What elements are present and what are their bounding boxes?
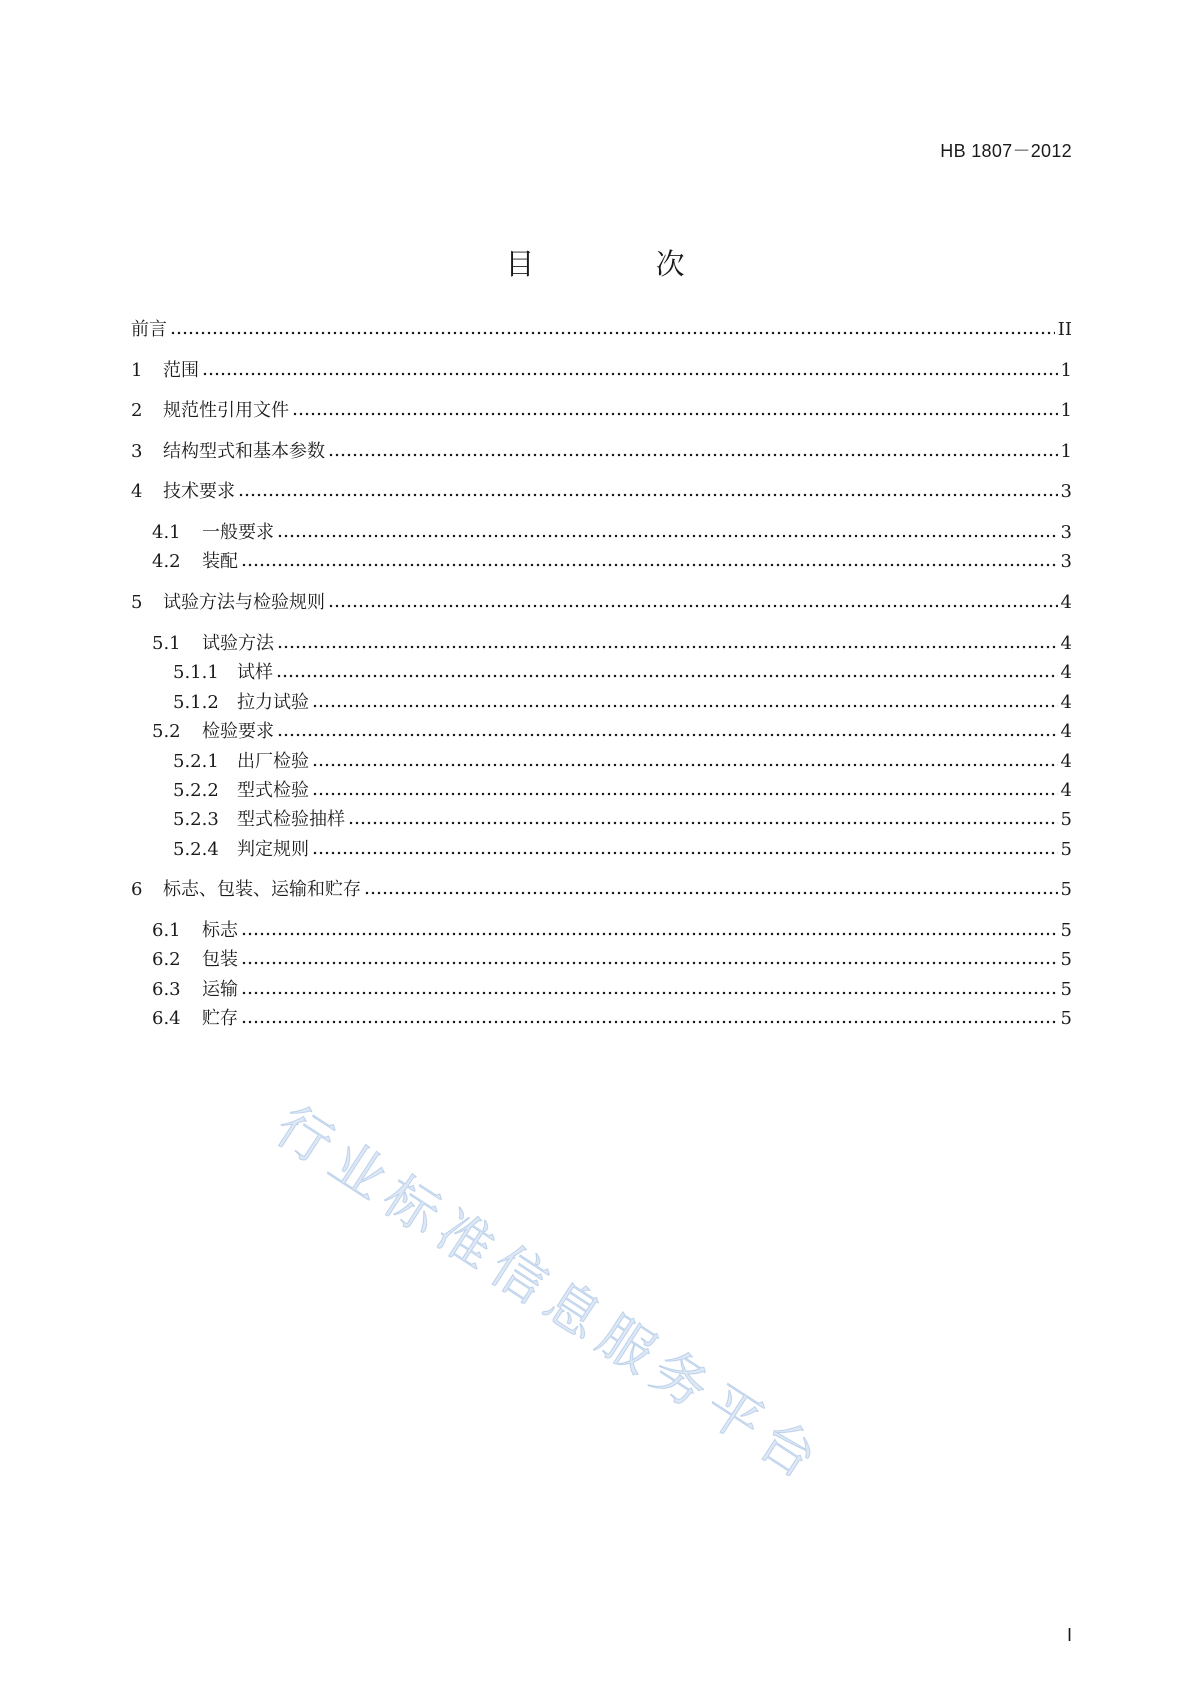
toc-entry[interactable] bbox=[131, 398, 1072, 424]
page-title: 目 次 bbox=[505, 247, 741, 281]
toc-entry-number: 5.1.1 bbox=[173, 662, 219, 683]
toc-entry[interactable] bbox=[173, 660, 1072, 686]
toc-entry-label: 一般要求 bbox=[202, 522, 274, 543]
watermark: 行业标准信息服务平台 bbox=[264, 1094, 836, 1496]
toc-entry[interactable] bbox=[131, 877, 1072, 903]
toc-entry-number: 4.2 bbox=[152, 551, 181, 572]
toc-entry-label: 试验方法与检验规则 bbox=[163, 592, 325, 613]
toc-entry[interactable] bbox=[152, 1006, 1072, 1032]
toc-entry[interactable] bbox=[131, 317, 1072, 343]
toc-entry-page: 4 bbox=[1060, 692, 1072, 713]
toc-leader-dots bbox=[312, 703, 1058, 709]
toc-entry-number: 6.4 bbox=[152, 1008, 181, 1029]
toc-entry[interactable] bbox=[173, 690, 1072, 716]
toc-entry[interactable] bbox=[152, 977, 1072, 1003]
toc-entry-page: 5 bbox=[1060, 809, 1072, 830]
toc-entry-label: 判定规则 bbox=[237, 839, 309, 860]
toc-leader-dots bbox=[277, 533, 1058, 539]
toc-entry-label: 型式检验抽样 bbox=[237, 809, 345, 830]
toc-entry-page: 1 bbox=[1060, 441, 1072, 462]
toc-leader-dots bbox=[312, 791, 1058, 797]
toc-entry-number: 5.1 bbox=[152, 633, 181, 654]
toc-leader-dots bbox=[241, 931, 1058, 937]
toc-leader-dots bbox=[292, 411, 1058, 417]
toc-entry[interactable] bbox=[152, 631, 1072, 657]
toc-entry-page: 4 bbox=[1060, 662, 1072, 683]
toc-entry-label: 运输 bbox=[202, 979, 238, 1000]
toc-leader-dots bbox=[277, 732, 1058, 738]
toc-entry-page: 5 bbox=[1060, 839, 1072, 860]
toc-leader-dots bbox=[328, 603, 1058, 609]
toc-entry-label: 标志、包装、运输和贮存 bbox=[163, 879, 361, 900]
toc-entry-label: 包装 bbox=[202, 949, 238, 970]
toc-entry-page: 1 bbox=[1060, 400, 1072, 421]
toc-entry[interactable] bbox=[173, 807, 1072, 833]
toc-entry-label: 结构型式和基本参数 bbox=[163, 441, 325, 462]
toc-entry-page: 4 bbox=[1060, 780, 1072, 801]
toc-entry[interactable] bbox=[131, 358, 1072, 384]
toc-leader-dots bbox=[364, 890, 1058, 896]
toc-entry-label: 试验方法 bbox=[202, 633, 274, 654]
toc-leader-dots bbox=[312, 762, 1058, 768]
page-number: I bbox=[1066, 1625, 1072, 1645]
toc-entry[interactable] bbox=[131, 439, 1072, 465]
toc-entry-page: 1 bbox=[1060, 360, 1072, 381]
toc-entry-page: II bbox=[1057, 319, 1072, 340]
toc-entry-label: 装配 bbox=[202, 551, 238, 572]
toc-entry-page: 5 bbox=[1060, 979, 1072, 1000]
toc-entry-number: 6.3 bbox=[152, 979, 181, 1000]
toc-entry-page: 5 bbox=[1060, 949, 1072, 970]
toc-entry-number: 6 bbox=[131, 879, 143, 900]
toc-leader-dots bbox=[328, 452, 1058, 458]
toc-entry-label: 型式检验 bbox=[237, 780, 309, 801]
toc-leader-dots bbox=[241, 562, 1058, 568]
toc-entry-label: 试样 bbox=[237, 662, 273, 683]
toc-leader-dots bbox=[276, 673, 1058, 679]
toc-entry-label: 拉力试验 bbox=[237, 692, 309, 713]
toc-entry-number: 1 bbox=[131, 360, 143, 381]
toc-entry-number: 5.2.3 bbox=[173, 809, 219, 830]
toc-entry[interactable] bbox=[152, 947, 1072, 973]
toc-entry[interactable] bbox=[131, 590, 1072, 616]
toc-entry-number: 5.2.4 bbox=[173, 839, 219, 860]
toc-entry-page: 4 bbox=[1060, 751, 1072, 772]
toc-entry-label: 规范性引用文件 bbox=[163, 400, 289, 421]
toc-entry-number: 5.2 bbox=[152, 721, 181, 742]
toc-entry-number: 6.1 bbox=[152, 920, 181, 941]
toc-entry-page: 3 bbox=[1060, 522, 1072, 543]
toc-entry-label: 出厂检验 bbox=[237, 751, 309, 772]
toc-leader-dots bbox=[238, 492, 1058, 498]
toc-leader-dots bbox=[170, 330, 1055, 336]
toc-entry-label: 前言 bbox=[131, 319, 167, 340]
toc-leader-dots bbox=[348, 820, 1058, 826]
toc-entry-number: 2 bbox=[131, 400, 143, 421]
toc-entry[interactable] bbox=[152, 719, 1072, 745]
toc-entry-page: 5 bbox=[1060, 1008, 1072, 1029]
toc-entry-number: 4 bbox=[131, 481, 143, 502]
toc-entry-number: 4.1 bbox=[152, 522, 181, 543]
toc-entry-page: 3 bbox=[1060, 481, 1072, 502]
toc-entry[interactable] bbox=[173, 778, 1072, 804]
toc-entry-page: 4 bbox=[1060, 592, 1072, 613]
toc-entry-number: 3 bbox=[131, 441, 143, 462]
toc-entry[interactable] bbox=[152, 549, 1072, 575]
toc-entry-label: 检验要求 bbox=[202, 721, 274, 742]
toc-entry-number: 5.2.1 bbox=[173, 751, 219, 772]
toc-entry-page: 4 bbox=[1060, 721, 1072, 742]
toc-entry[interactable] bbox=[173, 749, 1072, 775]
toc-entry-page: 3 bbox=[1060, 551, 1072, 572]
toc-entry[interactable] bbox=[173, 837, 1072, 863]
toc-leader-dots bbox=[202, 371, 1058, 377]
toc-leader-dots bbox=[312, 850, 1058, 856]
toc-leader-dots bbox=[241, 1019, 1058, 1025]
toc-entry-label: 贮存 bbox=[202, 1008, 238, 1029]
toc-entry-number: 6.2 bbox=[152, 949, 181, 970]
toc-leader-dots bbox=[241, 960, 1058, 966]
toc-entry-label: 范围 bbox=[163, 360, 199, 381]
toc-leader-dots bbox=[241, 990, 1058, 996]
toc-entry-number: 5.1.2 bbox=[173, 692, 219, 713]
toc-entry-page: 5 bbox=[1060, 879, 1072, 900]
toc-entry-label: 技术要求 bbox=[163, 481, 235, 502]
toc-entry-page: 4 bbox=[1060, 633, 1072, 654]
document-code: HB 1807－2012 bbox=[940, 141, 1072, 161]
toc-entry[interactable] bbox=[152, 918, 1072, 944]
toc-entry[interactable] bbox=[152, 520, 1072, 546]
toc-entry-label: 标志 bbox=[202, 920, 238, 941]
toc-entry[interactable] bbox=[131, 479, 1072, 505]
toc-entry-page: 5 bbox=[1060, 920, 1072, 941]
toc-entry-number: 5.2.2 bbox=[173, 780, 219, 801]
toc-leader-dots bbox=[277, 644, 1058, 650]
toc-entry-number: 5 bbox=[131, 592, 143, 613]
